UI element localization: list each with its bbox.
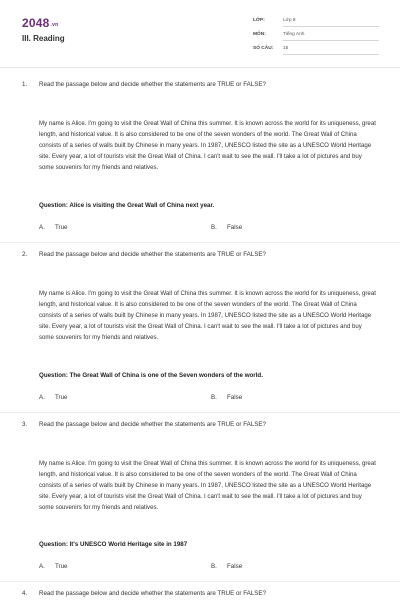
question-1-passage: My name is Alice. I'm going to visit the Great Wall of China this summer. It is known across the world for its uniqueness, great length, and historical value. It is also considered to be one of the seven wonders of the world. The Great Wall of China consists of a series of walls built by Chinese in many years. In 1987, UNESCO listed the site as a UNESCO World Heritage site. Every year, a lot of tourists visit the Great Wall of China. I can't wait to see the wall. I'll take a lot of pictures and buy some souvenirs for my friends and relatives.	[39, 120, 376, 171]
meta-subject-value: Tiếng Anh	[283, 32, 305, 37]
logo-text: 2048	[22, 16, 50, 30]
question-3-statement: Question: It's UNESCO World Heritage site in 1987	[39, 541, 188, 548]
question-1-option-a[interactable]	[39, 224, 68, 231]
question-3-option-b[interactable]	[211, 563, 242, 570]
option-letter: B.	[211, 224, 217, 231]
option-letter: A.	[39, 563, 45, 570]
site-logo[interactable]	[22, 16, 58, 30]
option-letter: B.	[211, 563, 217, 570]
meta-subject-label: MÔN:	[253, 32, 266, 37]
option-text: True	[55, 563, 68, 570]
question-3-passage: My name is Alice. I'm going to visit the Great Wall of China this summer. It is known across the world for its uniqueness, great length, and historical value. It is also considered to be one of the seven wonders of the world. The Great Wall of China consists of a series of walls built by Chinese in many years. In 1987, UNESCO listed the site as a UNESCO World Heritage site. Every year, a lot of tourists visit the Great Wall of China. I can't wait to see the wall. I'll take a lot of pictures and buy some souvenirs for my friends and relatives.	[39, 460, 376, 511]
meta-subject-underline	[283, 40, 379, 41]
instruction-text: Read the passage below and decide whether the statements are TRUE or FALSE?	[39, 251, 266, 258]
meta-count-value: 15	[283, 46, 289, 51]
question-1-statement: Question: Alice is visiting the Great Wall of China next year.	[39, 202, 215, 209]
meta-count-underline	[283, 54, 379, 55]
question-divider	[0, 242, 400, 243]
question-3-option-a[interactable]	[39, 563, 68, 570]
option-text: True	[55, 224, 68, 231]
meta-class-value: Lớp 8	[283, 18, 296, 23]
question-2-passage: My name is Alice. I'm going to visit the Great Wall of China this summer. It is known across the world for its uniqueness, great length, and historical value. It is also considered to be one of the seven wonders of the world. The Great Wall of China consists of a series of walls built by Chinese in many years. In 1987, UNESCO listed the site as a UNESCO World Heritage site. Every year, a lot of tourists visit the Great Wall of China. I can't wait to see the wall. I'll take a lot of pictures and buy some souvenirs for my friends and relatives.	[39, 290, 376, 341]
question-divider	[0, 581, 400, 582]
question-divider	[0, 412, 400, 413]
question-number: 1.	[22, 81, 28, 88]
option-text: False	[227, 394, 243, 401]
meta-count-label: SỐ CÂU:	[253, 46, 274, 51]
logo-domain: .vn	[50, 22, 59, 28]
question-2-statement: Question: The Great Wall of China is one of the Seven wonders of the world.	[39, 372, 263, 379]
option-text: False	[227, 563, 243, 570]
question-number: 2.	[22, 251, 28, 258]
meta-class-underline	[283, 26, 379, 27]
question-1-option-b[interactable]	[211, 224, 242, 231]
option-text: True	[55, 394, 68, 401]
header-divider	[0, 67, 400, 68]
section-title: III. Reading	[22, 34, 65, 43]
instruction-text: Read the passage below and decide whether the statements are TRUE or FALSE?	[39, 421, 266, 428]
question-2-option-b[interactable]	[211, 394, 242, 401]
option-text: False	[227, 224, 243, 231]
instruction-text: Read the passage below and decide whether the statements are TRUE or FALSE?	[39, 81, 266, 88]
meta-class-label: LỚP:	[253, 18, 265, 23]
instruction-text: Read the passage below and decide whether the statements are TRUE or FALSE?	[39, 590, 266, 597]
question-number: 3.	[22, 421, 28, 428]
question-number: 4.	[22, 590, 28, 597]
option-letter: B.	[211, 394, 217, 401]
option-letter: A.	[39, 224, 45, 231]
option-letter: A.	[39, 394, 45, 401]
page-header	[0, 0, 400, 66]
question-2-option-a[interactable]	[39, 394, 68, 401]
